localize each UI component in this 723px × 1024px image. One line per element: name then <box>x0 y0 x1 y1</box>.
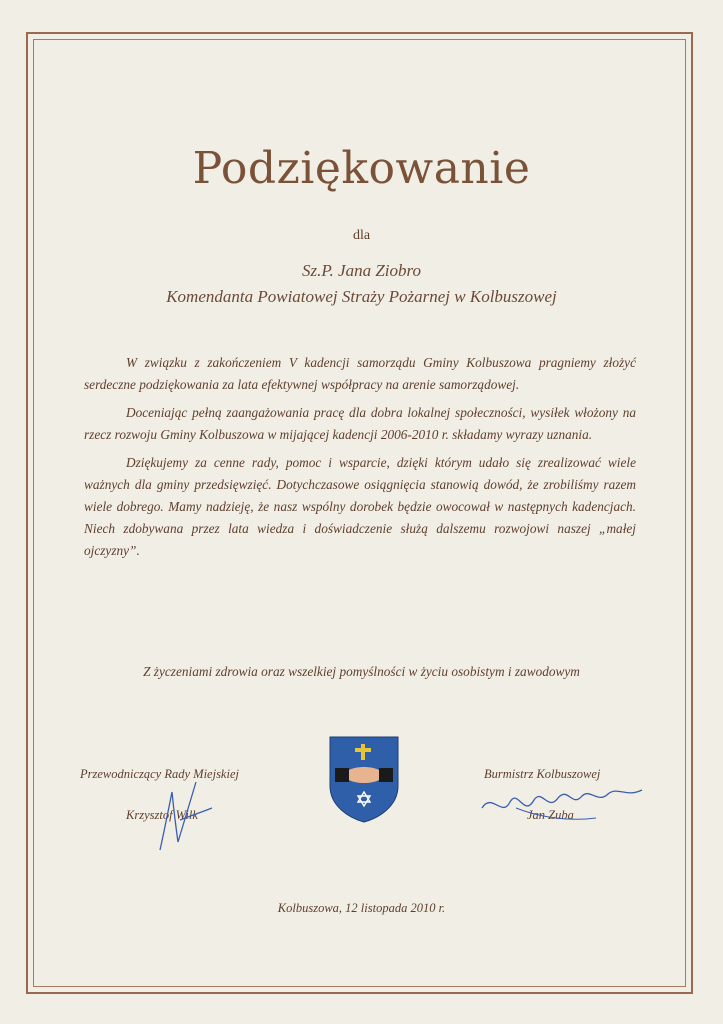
place-and-date: Kolbuszowa, 12 listopada 2010 r. <box>277 901 446 915</box>
paragraph: W związku z zakończeniem V kadencji samorządu Gminy Kolbuszowa pragniemy złożyć serdeczne podziękowania za lata efektywnej współpracy na arenie samorządowej. <box>84 355 636 392</box>
coat-of-arms-icon <box>327 734 401 824</box>
wishes-line: Z życzeniami zdrowia oraz wszelkiej pomyślności w życiu osobistym i zawodowym <box>143 664 580 679</box>
certificate-title: Podziękowanie <box>192 143 531 194</box>
paragraph: Doceniając pełną zaangażowania pracę dla dobra lokalnej społeczności, wysiłek włożony na rzecz rozwoju Gminy Kolbuszowa w mijającej kadencji 2006-2010 r. składamy wyrazy uznania. <box>84 405 636 442</box>
left-signatory-name: Krzysztof Wilk <box>126 808 198 822</box>
left-signature-mark <box>150 772 230 856</box>
for-label: dla <box>352 228 371 243</box>
body-text <box>84 352 636 568</box>
recipient-block <box>0 258 723 310</box>
right-signatory-title: Burmistrz Kolbuszowej <box>484 767 601 781</box>
right-signatory-name: Jan Zuba <box>527 808 574 822</box>
recipient-name: Sz.P. Jana Ziobro <box>301 261 422 280</box>
left-signatory-title: Przewodniczący Rady Miejskiej <box>80 767 239 781</box>
paragraph: Dziękujemy za cenne rady, pomoc i wsparcie, dzięki którym udało się zrealizować wiele ważnych dla gminy przedsięwzięć. Dotychczasowe osiągnięcia stanowią dowód, że zrobiliśmy razem wiele dobrego. Mamy nadzieję, że nasz wspólny dorobek będzie owocował w następnych kadencjach. Niech zdobywana przez lata wiedza i doświadczenie służą dalszemu rozwojowi naszej „małej ojczyzny”. <box>84 455 636 558</box>
right-signature-mark <box>476 778 656 838</box>
recipient-position: Komendanta Powiatowej Straży Pożarnej w Kolbuszowej <box>166 287 557 306</box>
